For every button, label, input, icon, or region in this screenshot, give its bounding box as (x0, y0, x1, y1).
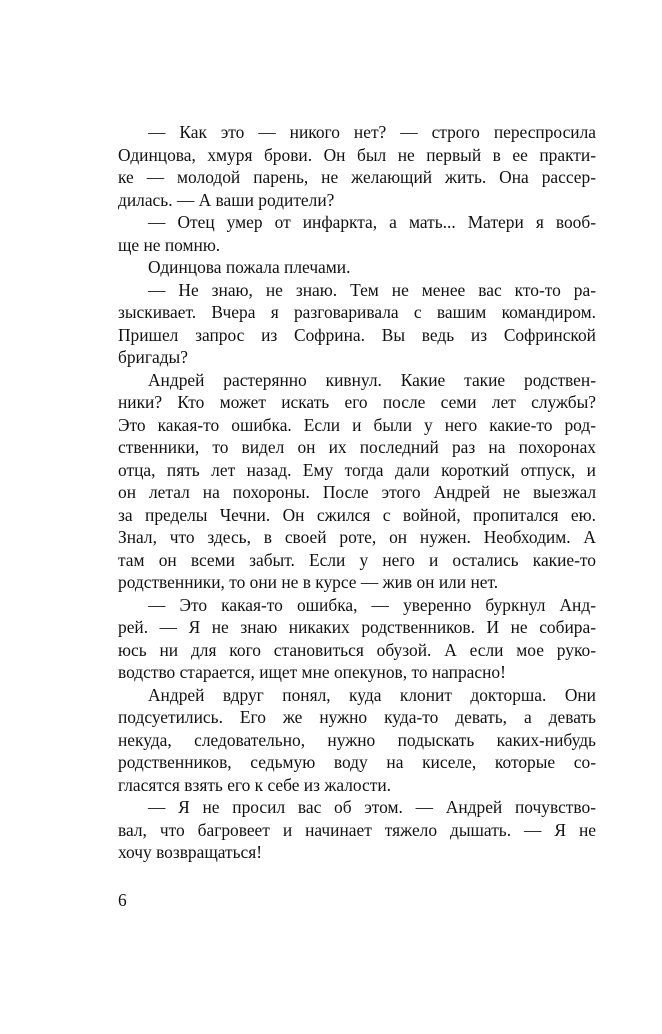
text-line: рей. — Я не знаю никаких родственников. И не собира- (118, 617, 596, 637)
text-line: Знал, что здесь, в своей роте, он нужен. Необходим. А (118, 527, 596, 547)
text-line: некуда, следовательно, нужно подыскать каких-нибудь (118, 729, 596, 750)
text-line: Одинцова, хмуря брови. Он был не первый в ее практи- (118, 144, 596, 165)
text-line: зыскивает. Вчера я разговаривала с вашим командиром. (118, 302, 596, 322)
text-line: там он всеми забыт. Если у него и остались какие-то (118, 549, 596, 570)
text-line: — Не знаю, не знаю. Тем не менее вас кто-то ра- (148, 279, 596, 300)
text-line: вал, что багровеет и начинает тяжело дышать. — Я не (118, 819, 596, 840)
text-line: Это какая-то ошибка. Если и были у него какие-то род- (118, 414, 596, 435)
page-body-text (118, 121, 596, 864)
text-line: юсь ни для кого становиться обузой. А если мое руко- (118, 639, 596, 660)
text-line: Андрей вдруг понял, куда клонит докторша. Они (148, 684, 596, 705)
text-line: ники? Кто может искать его после семи лет службы? (118, 392, 596, 412)
text-line: отца, пять лет назад. Ему тогда дали короткий отпуск, и (118, 459, 596, 480)
text-line: — Как это — никого нет? — строго переспросила (148, 122, 596, 142)
text-line: — Я не просил вас об этом. — Андрей почувство- (148, 797, 596, 817)
text-line: бригады? (118, 347, 188, 367)
text-line: Андрей растерянно кивнул. Какие такие родствен- (148, 369, 596, 390)
text-line: хочу возвращаться! (118, 842, 263, 862)
text-line: ке — молодой парень, не желающий жить. Она рассер- (118, 167, 596, 187)
text-line: ственники, то видел он их последний раз на похоронах (118, 437, 596, 457)
text-line: — Отец умер от инфаркта, а мать... Матери я вооб- (148, 212, 596, 232)
text-line: родственников, седьмую воду на киселе, которые со- (118, 752, 596, 772)
text-line: дилась. — А ваши родители? (118, 189, 335, 210)
text-line: гласятся взять его к себе из жалости. (118, 774, 391, 795)
text-line: родственники, то они не в курсе — жив он или нет. (118, 572, 499, 592)
text-line: водство старается, ищет мне опекунов, то напрасно! (118, 662, 506, 682)
text-line: он летал на похороны. После этого Андрей не выезжал (118, 482, 596, 502)
text-line: за пределы Чечни. Он сжился с войной, пропитался ею. (118, 504, 596, 525)
text-line: ще не помню. (118, 234, 221, 255)
page-number: 6 (118, 890, 127, 910)
text-line: подсуетились. Его же нужно куда-то девать, а девать (118, 707, 596, 727)
text-line: Пришел запрос из Софрина. Вы ведь из Софринской (118, 324, 596, 345)
text-line: Одинцова пожала плечами. (148, 257, 351, 277)
text-line: — Это какая-то ошибка, — уверенно буркнул Анд- (148, 594, 596, 615)
